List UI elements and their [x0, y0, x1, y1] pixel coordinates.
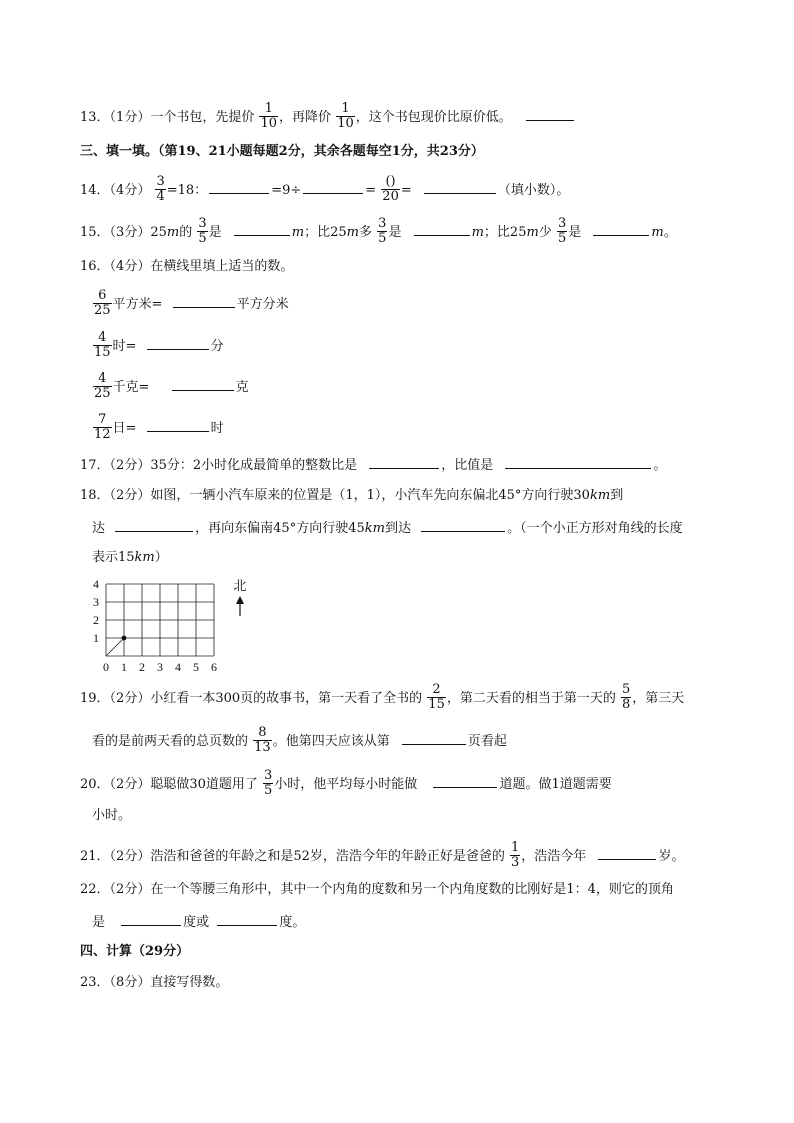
q-text: ；比25: [483, 225, 527, 240]
denominator: 5: [198, 231, 207, 246]
q-score: （8分）: [109, 975, 151, 990]
q-number: 13．: [80, 110, 110, 125]
q16-item: [92, 290, 289, 319]
q-text: 。（一个小正方形对角线的长度: [507, 521, 683, 536]
q-text: 克: [235, 380, 249, 395]
answer-blank[interactable]: [526, 106, 574, 121]
answer-blank[interactable]: [433, 773, 497, 788]
answer-blank[interactable]: [402, 730, 466, 745]
q-text: 。他第四天应该从第: [272, 734, 390, 749]
q18-cont: [92, 517, 683, 539]
q-text: 25: [150, 225, 167, 240]
q-text: 多: [359, 225, 373, 240]
fraction: [155, 175, 165, 204]
q-text: 小时，他平均每小时能做: [274, 777, 418, 792]
fraction: [253, 726, 272, 755]
x-tick: 1: [121, 660, 127, 674]
answer-blank[interactable]: [172, 376, 234, 391]
q-text: 看的是前两天看的总页数的: [92, 734, 249, 749]
section-heading: 四、计算（29分）: [80, 944, 190, 959]
fraction: [377, 217, 387, 246]
numerator: 4: [93, 372, 112, 387]
numerator: 7: [93, 413, 112, 428]
answer-blank[interactable]: [217, 911, 277, 926]
answer-blank[interactable]: [505, 454, 651, 469]
q-text: 页看起: [467, 734, 507, 749]
q-text: （填小数）。: [497, 183, 570, 198]
q-text: 道题。做1道题需要: [499, 777, 612, 792]
q-text: 浩浩和爸爸的年龄之和是52岁，浩浩今年的年龄正好是爸爸的: [150, 849, 505, 864]
q-text: 如图，一辆小汽车原来的位置是（1，1），小汽车先向东偏北45°方向行驶30: [150, 488, 590, 503]
q-number: 15．: [80, 225, 110, 240]
unit: m: [346, 225, 359, 240]
answer-blank[interactable]: [147, 417, 209, 432]
q-text: 在一个等腰三角形中，其中一个内角的度数和另一个内角度数的比刚好是1：4，则它的顶角: [150, 882, 674, 897]
numerator: 3: [557, 216, 567, 231]
q-text: 。: [653, 458, 667, 473]
denominator: 5: [264, 783, 273, 798]
grid-lines: [106, 584, 214, 656]
numerator: 1: [259, 102, 278, 117]
unit: m: [651, 225, 664, 240]
q20: [80, 770, 612, 799]
q-text: 平方米=: [112, 297, 163, 312]
unit: m: [291, 225, 305, 240]
q-score: （2分）: [109, 882, 151, 897]
numerator: 6: [93, 289, 112, 304]
numerator: (): [381, 175, 400, 190]
q-score: （2分）: [109, 691, 151, 706]
answer-blank[interactable]: [593, 221, 649, 236]
numerator: 3: [198, 216, 207, 231]
answer-blank[interactable]: [421, 517, 505, 532]
q14: [80, 176, 569, 205]
denominator: 10: [337, 116, 354, 131]
x-tick: 2: [139, 660, 145, 674]
x-tick: 4: [175, 660, 181, 674]
denominator: 15: [94, 345, 111, 360]
answer-blank[interactable]: [303, 179, 363, 194]
q-text: ）: [154, 550, 168, 565]
q23: [80, 973, 228, 993]
q-text: 度。: [279, 915, 306, 930]
q19-cont: [92, 727, 507, 756]
answer-blank[interactable]: [121, 911, 181, 926]
q-text: 少: [538, 225, 552, 240]
q17: [80, 454, 666, 476]
y-tick: 4: [93, 577, 99, 591]
q-text: =18：: [166, 183, 208, 198]
denominator: 5: [378, 231, 387, 246]
q22: [80, 880, 674, 900]
section-heading: 三、填一填。（第19、21小题每题2分，其余各题每空1分，共23分）: [80, 144, 484, 159]
answer-blank[interactable]: [234, 221, 290, 236]
numerator: 2: [427, 683, 446, 698]
unit: m: [526, 225, 539, 240]
fraction: [93, 331, 112, 360]
q22-cont: [92, 911, 305, 933]
q20-cont: [92, 806, 131, 826]
q-number: 19．: [80, 691, 110, 706]
denominator: 25: [94, 386, 111, 401]
q-text: =9÷: [271, 183, 302, 198]
q19: [80, 684, 684, 713]
answer-blank[interactable]: [414, 221, 470, 236]
q18: [80, 486, 623, 506]
q-text: 度或: [183, 915, 210, 930]
north-label: 北: [233, 578, 247, 593]
q-text: 是: [388, 225, 402, 240]
q-text: 平方分米: [236, 297, 289, 312]
numerator: 8: [253, 726, 272, 741]
numerator: 1: [511, 840, 520, 855]
diagonal-line: [106, 638, 124, 656]
answer-blank[interactable]: [424, 179, 496, 194]
numerator: 1: [336, 102, 355, 117]
q-number: 23．: [80, 975, 110, 990]
q-text: 分: [210, 339, 224, 354]
q-number: 17．: [80, 458, 110, 473]
answer-blank[interactable]: [173, 293, 235, 308]
q-score: （1分）: [109, 110, 151, 125]
x-tick: 5: [193, 660, 199, 674]
q-text: =: [400, 183, 412, 198]
y-tick: 3: [93, 595, 99, 609]
q-text: 是: [208, 225, 222, 240]
unit: km: [134, 550, 155, 565]
q-score: （4分）: [109, 259, 151, 274]
car-position-point: [122, 636, 127, 641]
denominator: 10: [260, 116, 278, 131]
answer-blank[interactable]: [209, 179, 269, 194]
unit: m: [166, 225, 180, 240]
answer-blank[interactable]: [115, 517, 193, 532]
q-number: 14．: [80, 183, 110, 198]
q-score: （2分）: [109, 488, 151, 503]
q-text: 小时。: [92, 808, 132, 823]
q-text: 的: [179, 225, 193, 240]
q-text: 时=: [112, 339, 137, 354]
q-text: 35分：2小时化成最简单的整数比是: [150, 458, 358, 473]
unit: m: [471, 225, 484, 240]
q-text: 达: [92, 521, 106, 536]
q-text: 表示15: [92, 550, 135, 565]
fraction: [621, 683, 631, 712]
q-text: 到: [610, 488, 624, 503]
fraction: [381, 175, 400, 204]
north-arrow-icon: [236, 596, 244, 616]
q-text: =: [365, 183, 377, 198]
q-text: 聪聪做30道题用了: [150, 777, 258, 792]
fraction: [510, 841, 520, 870]
q-text: ，再降价: [279, 110, 332, 125]
fraction: [93, 413, 112, 442]
answer-blank[interactable]: [369, 454, 439, 469]
unit: km: [364, 521, 385, 536]
q-text: 直接写得数。: [150, 975, 229, 990]
q-text: 在横线里填上适当的数。: [150, 259, 294, 274]
q16-item: [92, 332, 224, 361]
denominator: 4: [156, 189, 165, 204]
q-text: ，再向东偏南45°方向行驶45: [195, 521, 365, 536]
fraction: [336, 102, 355, 131]
q-text: ，浩浩今年: [521, 849, 587, 864]
numerator: 3: [378, 216, 387, 231]
q-number: 21．: [80, 849, 110, 864]
q13: [80, 103, 576, 132]
denominator: 20: [382, 189, 399, 204]
q-score: （2分）: [109, 777, 151, 792]
fraction: [263, 769, 273, 798]
numerator: 4: [93, 331, 112, 346]
fraction: [259, 102, 278, 131]
x-tick: 3: [157, 660, 163, 674]
q-number: 18．: [80, 488, 110, 503]
unit: km: [589, 488, 611, 503]
q-number: 16．: [80, 259, 110, 274]
q-text: ，第二天看的相当于第一天的: [446, 691, 616, 706]
fraction: [427, 683, 446, 712]
numerator: 5: [622, 682, 631, 697]
q-text: 千克=: [112, 380, 150, 395]
q15: [80, 218, 677, 247]
denominator: 3: [511, 855, 520, 870]
numerator: 3: [156, 174, 165, 189]
q-text: 小红看一本300页的故事书，第一天看了全书的: [150, 691, 423, 706]
q-text: 是: [92, 915, 106, 930]
fraction: [557, 217, 567, 246]
q-number: 22．: [80, 882, 110, 897]
q16-item: [92, 414, 224, 443]
q18-cont: [92, 548, 168, 568]
numerator: 3: [264, 768, 273, 783]
q-text: ；比25: [304, 225, 347, 240]
x-tick: 0: [103, 660, 109, 674]
answer-blank[interactable]: [598, 845, 656, 860]
q-text: 。: [663, 225, 677, 240]
q-text: 岁。: [658, 849, 685, 864]
denominator: 5: [557, 231, 567, 246]
denominator: 25: [94, 303, 111, 318]
x-tick: 6: [211, 660, 217, 674]
denominator: 8: [622, 697, 631, 712]
answer-blank[interactable]: [147, 335, 209, 350]
q-text: ，第三天: [632, 691, 685, 706]
denominator: 15: [428, 697, 445, 712]
q-text: 是: [568, 225, 582, 240]
q-text: ，这个书包现价比原价低。: [355, 110, 512, 125]
fraction: [93, 372, 112, 401]
y-tick: 2: [93, 613, 99, 627]
q16-item: [92, 373, 249, 402]
q-text: 时: [210, 421, 224, 436]
q-score: （2分）: [109, 849, 151, 864]
grid-figure: [86, 574, 266, 674]
q-score: （3分）: [109, 225, 151, 240]
denominator: 13: [254, 740, 271, 755]
q-text: 一个书包，先提价: [150, 110, 255, 125]
fraction: [93, 289, 112, 318]
q-text: ，比值是: [441, 458, 494, 473]
q21: [80, 842, 684, 871]
fraction: [197, 217, 207, 246]
q-text: 日=: [112, 421, 137, 436]
q-text: 到达: [384, 521, 411, 536]
denominator: 12: [94, 427, 111, 442]
y-tick: 1: [93, 631, 99, 645]
q-score: （2分）: [109, 458, 151, 473]
q-number: 20．: [80, 777, 110, 792]
q16: [80, 257, 293, 277]
q-score: （4分）: [109, 183, 151, 198]
